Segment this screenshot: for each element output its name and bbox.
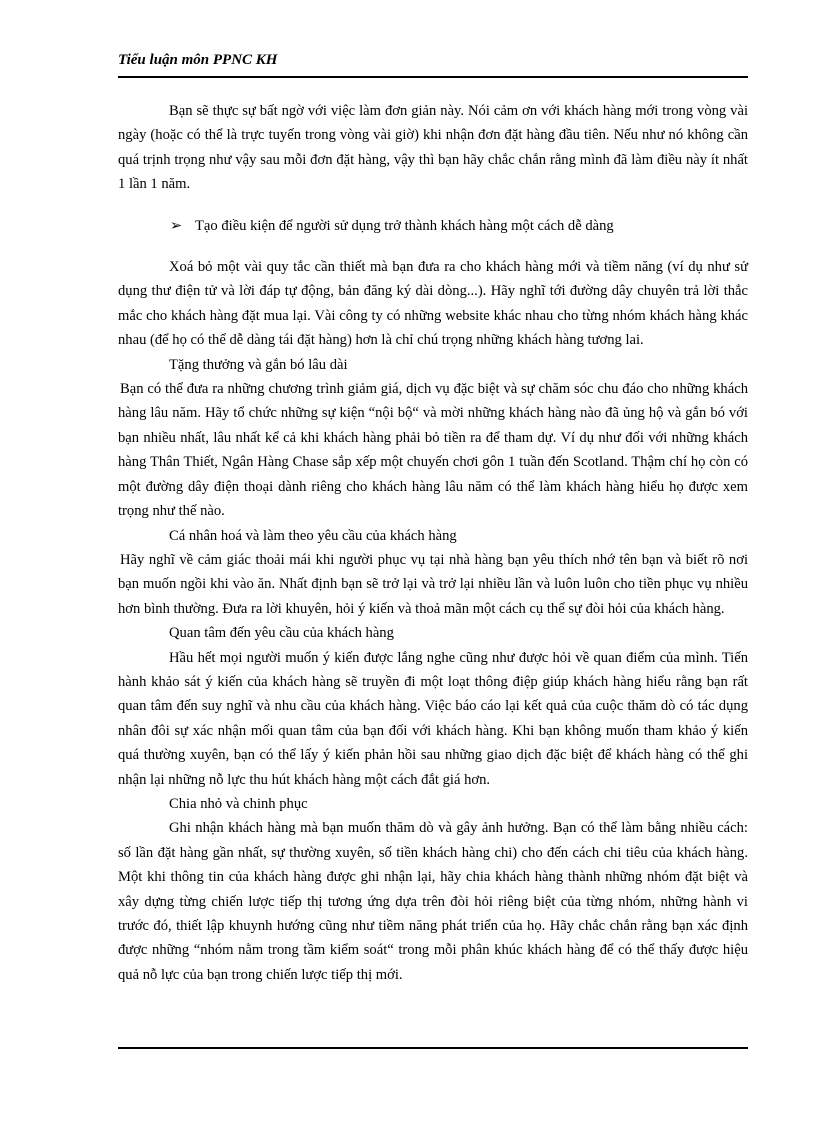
paragraph: Hầu hết mọi người muốn ý kiến được lắng nghe cũng như được hỏi về quan điểm của mình. Tiến hành khảo sát ý kiến của khách hàng sẽ truyền đi một loạt thông điệp giúp khách hàng hiểu rằng bạn rất quan tâm đến suy nghĩ và nhu cầu của khách hàng. Việc báo cáo lại kết quả của cuộc thăm dò có tác dụng nhân đôi sự xác nhận mối quan tâm của bạn đối với khách hàng. Khi bạn không muốn tham khảo ý kiến quá thường xuyên, bạn có thể lấy ý kiến phản hồi sau những giao dịch đặc biệt để khách hàng có thể ghi nhận lại những nỗ lực thu hút khách hàng một cách đắt giá hơn. xyxy=(118,649,748,788)
paragraph: Bạn sẽ thực sự bất ngờ với việc làm đơn giản này. Nói cảm ơn với khách hàng mới trong vòng vài ngày (hoặc có thể là trực tuyến trong vòng vài giờ) khi nhận đơn đặt hàng đầu tiên. Nếu như nó không cần quá trịnh trọng như vậy sau mỗi đơn đặt hàng, vậy thì bạn hãy chắc chắn rằng mình đã làm điều này ít nhất 1 lần 1 năm. xyxy=(118,103,748,193)
section-heading: Chia nhỏ và chinh phục xyxy=(169,795,308,812)
bullet-heading: Tạo điều kiện để người sử dụng trở thành khách hàng một cách dễ dàng xyxy=(195,217,614,234)
section-heading: Cá nhân hoá và làm theo yêu cầu của khách hàng xyxy=(169,527,457,544)
bullet-item xyxy=(170,214,748,238)
page-header-title: Tiểu luận môn PPNC KH xyxy=(118,52,278,68)
footer-rule xyxy=(118,1047,748,1049)
section-heading: Tặng thưởng và gắn bó lâu dài xyxy=(169,356,348,373)
paragraph: Bạn có thể đưa ra những chương trình giảm giá, dịch vụ đặc biệt và sự chăm sóc chu đáo cho những khách hàng lâu năm. Hãy tổ chức những sự kiện “nội bộ“ và mời những khách hàng nào đã ủng hộ và gắn bó với bạn nhiều nhất, lâu nhất kể cả khi khách hàng phải bỏ tiền ra để tham dự. Ví dụ như đối với những khách hàng Thân Thiết, Ngân Hàng Chase sắp xếp một chuyến chơi gôn 1 tuần đến Scotland. Thậm chí họ còn có một đường dây điện thoại dành riêng cho khách hàng lâu năm có thể làm khách hàng hiểu họ được xem trọng như thế nào. xyxy=(118,381,748,520)
header-rule xyxy=(118,76,748,78)
paragraph: Xoá bỏ một vài quy tắc cần thiết mà bạn đưa ra cho khách hàng mới và tiềm năng (ví dụ như sử dụng thư điện tử và lời đáp tự động, bản đăng ký dài dòng...). Hãy nghĩ tới đường dây chuyên trả lời thắc mắc cho khách hàng đặt mua lại. Vài công ty có những website khác nhau cho từng nhóm khách hàng khác nhau (để họ có thể dễ dàng tái đặt hàng) hơn là chỉ chú trọng những khách hàng tương lai. xyxy=(118,259,748,349)
arrow-bullet-icon: ➢ xyxy=(170,217,183,234)
paragraph: Hãy nghĩ về cảm giác thoải mái khi người phục vụ tại nhà hàng bạn yêu thích nhớ tên bạn và biết rõ nơi bạn muốn ngồi khi vào ăn. Nhất định bạn sẽ trở lại và trở lại nhiều lần và luôn luôn cho tiền phục vụ nhiều hơn bình thường. Đưa ra lời khuyên, hỏi ý kiến và thoả mãn một cách cụ thể sự đòi hỏi của khách hàng. xyxy=(118,551,748,617)
paragraph: Ghi nhận khách hàng mà bạn muốn thăm dò và gây ảnh hưởng. Bạn có thể làm bằng nhiều cách: số lần đặt hàng gần nhất, sự thường xuyên, số tiền khách hàng chi) cho đến cách chi tiêu của khách hàng. Một khi thông tin của khách hàng được ghi nhận lại, hãy chia khách hàng thành những nhóm đặt biệt và xây dựng từng chiến lược tiếp thị tương ứng dựa trên đòi hỏi riêng biệt của từng nhóm, những hành vi trước đó, thiết lập khuynh hướng cũng như tiềm năng phát triển của họ. Hãy chắc chắn rằng bạn xác định được những “nhóm nằm trong tầm kiểm soát“ trong mỗi phân khúc khách hàng để có thể thấy được hiệu quả nỗ lực của bạn trong chiến lược tiếp thị mới. xyxy=(118,820,748,983)
document-body xyxy=(118,99,748,987)
section-heading: Quan tâm đến yêu cầu của khách hàng xyxy=(169,625,394,642)
